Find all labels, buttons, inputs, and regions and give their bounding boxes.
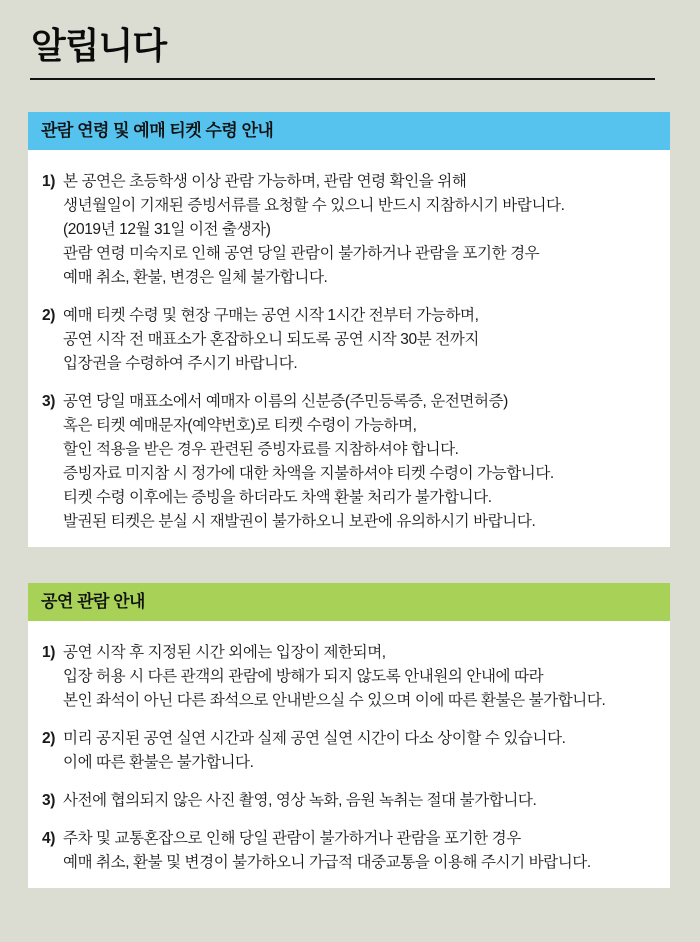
notice-item — [42, 170, 660, 290]
section-header-ticket-info: 관람 연령 및 예매 티켓 수령 안내 — [28, 112, 670, 150]
item-number: 4) — [42, 829, 55, 847]
item-text: 주차 및 교통혼잡으로 인해 당일 관람이 불가하거나 관람을 포기한 경우 예매 취소, 환불 및 변경이 불가하오니 가급적 대중교통을 이용해 주시기 바랍니다. — [63, 829, 591, 871]
item-number: 3) — [42, 392, 55, 410]
notice-item — [42, 827, 660, 875]
item-number: 1) — [42, 643, 55, 661]
item-text: 미리 공지된 공연 실연 시간과 실제 공연 실연 시간이 다소 상이할 수 있습니다. 이에 따른 환불은 불가합니다. — [63, 729, 566, 771]
notice-item — [42, 304, 660, 376]
section-ticket-info — [28, 112, 670, 547]
item-text: 공연 당일 매표소에서 예매자 이름의 신분증(주민등록증, 운전면허증) 혹은 티켓 예매문자(예약번호)로 티켓 수령이 가능하며, 할인 적용을 받은 경우 관련된 증빙자료를 지참하셔야 합니다. 증빙자료 미지참 시 정가에 대한 차액을 지불하셔야 티켓 수령이 가능합니다. 티켓 수령 이후에는 증빙을 하더라도 차액 환불 처리가 불가합니다. 발권된 티켓은 분실 시 재발권이 불가하오니 보관에 유의하시기 바랍니다. — [63, 392, 554, 530]
section-body-viewing-info — [28, 621, 670, 888]
item-number: 2) — [42, 306, 55, 324]
notice-item — [42, 390, 660, 534]
page-title: 알립니다 — [31, 25, 167, 66]
item-text: 공연 시작 후 지정된 시간 외에는 입장이 제한되며, 입장 허용 시 다른 관객의 관람에 방해가 되지 않도록 안내원의 안내에 따라 본인 좌석이 아닌 다른 좌석으로 안내받으실 수 있으며 이에 따른 환불은 불가합니다. — [63, 643, 606, 709]
notice-item — [42, 641, 660, 713]
item-number: 1) — [42, 172, 55, 190]
item-number: 3) — [42, 791, 55, 809]
item-text: 예매 티켓 수령 및 현장 구매는 공연 시작 1시간 전부터 가능하며, 공연 시작 전 매표소가 혼잡하오니 되도록 공연 시작 30분 전까지 입장권을 수령하여 주시기 바랍니다. — [63, 306, 479, 372]
section-header-viewing-info: 공연 관람 안내 — [28, 583, 670, 621]
section-body-ticket-info — [28, 150, 670, 547]
title-divider — [30, 78, 655, 80]
item-text: 사전에 협의되지 않은 사진 촬영, 영상 녹화, 음원 녹취는 절대 불가합니다. — [63, 791, 537, 809]
notice-item — [42, 789, 660, 813]
item-text: 본 공연은 초등학생 이상 관람 가능하며, 관람 연령 확인을 위해 생년월일이 기재된 증빙서류를 요청할 수 있으니 반드시 지참하시기 바랍니다. (2019년 12월 31일 이전 출생자) 관람 연령 미숙지로 인해 공연 당일 관람이 불가하거나 관람을 포기한 경우 예매 취소, 환불, 변경은 일체 불가합니다. — [63, 172, 565, 286]
notice-item — [42, 727, 660, 775]
item-number: 2) — [42, 729, 55, 747]
section-viewing-info — [28, 583, 670, 888]
